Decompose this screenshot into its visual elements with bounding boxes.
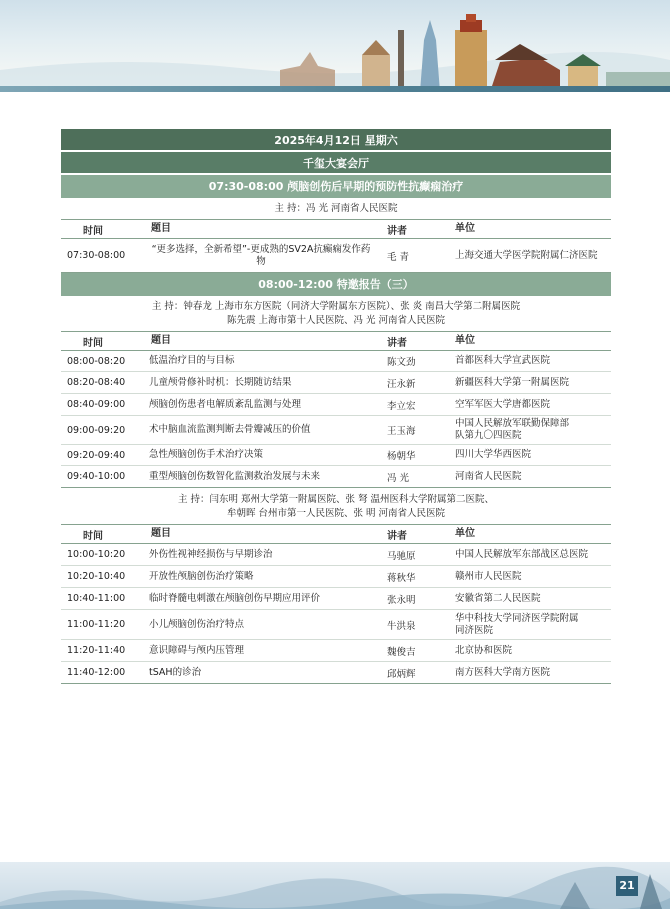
header-unit: 单位 <box>455 223 475 234</box>
table-row <box>61 640 611 662</box>
row-speaker: 汪永新 <box>387 378 416 390</box>
table-row <box>61 416 611 445</box>
session-host <box>61 488 611 524</box>
row-speaker: 冯 光 <box>387 472 410 484</box>
schedule-table <box>61 129 611 684</box>
row-unit: 赣州市人民医院 <box>455 570 522 582</box>
banner-base-strip <box>0 86 670 92</box>
row-time: 11:40-12:00 <box>67 667 126 678</box>
table-row <box>61 394 611 416</box>
row-topic: 低温治疗目的与目标 <box>149 355 235 366</box>
row-topic: 开放性颅脑创伤治疗策略 <box>149 570 254 582</box>
date-band: 2025年4月12日 星期六 <box>61 129 611 152</box>
row-topic: 外伤性视神经损伤与早期诊治 <box>149 548 273 560</box>
row-time: 10:40-11:00 <box>67 593 126 604</box>
row-unit: 南方医科大学南方医院 <box>455 666 551 678</box>
row-unit: 空军军医大学唐都医院 <box>455 398 551 410</box>
row-time: 08:20-08:40 <box>67 377 126 388</box>
row-topic: 小儿颅脑创伤治疗特点 <box>149 618 245 630</box>
row-speaker: 杨朝华 <box>387 451 416 462</box>
row-speaker: 王玉海 <box>387 426 416 437</box>
header-topic: 题目 <box>151 528 171 539</box>
row-topic: 儿童颅骨修补时机：长期随访结果 <box>149 376 292 388</box>
header-speaker: 讲者 <box>387 225 407 237</box>
column-header <box>61 524 611 544</box>
row-unit: 上海交通大学医学院附属仁济医院 <box>455 249 598 261</box>
table-row <box>61 566 611 588</box>
host-line: 陈先震 上海市第十人民医院、冯 光 河南省人民医院 <box>226 315 446 326</box>
table-row <box>61 351 611 372</box>
header-topic: 题目 <box>151 335 171 346</box>
column-header <box>61 219 611 239</box>
session-title: 08:00-12:00 特邀报告（三） <box>61 273 611 296</box>
header-speaker: 讲者 <box>387 337 407 349</box>
row-time: 09:40-10:00 <box>67 471 126 482</box>
row-topic: tSAH的诊治 <box>149 666 202 678</box>
row-speaker: 毛 青 <box>387 251 410 263</box>
row-time: 10:20-10:40 <box>67 571 126 582</box>
skyline-illustration <box>0 0 670 92</box>
table-row <box>61 610 611 640</box>
row-topic: 临时脊髓电刺激在颅脑创伤早期应用评价 <box>149 592 321 604</box>
row-speaker: 李立宏 <box>387 400 416 412</box>
row-speaker: 魏俊吉 <box>387 646 416 658</box>
footer-band <box>0 862 670 909</box>
header-time: 时间 <box>83 530 103 542</box>
row-speaker: 张永明 <box>387 594 416 606</box>
hall-band: 千玺大宴会厅 <box>61 152 611 175</box>
column-header <box>61 331 611 351</box>
table-row <box>61 544 611 566</box>
row-speaker: 蒋秋华 <box>387 572 416 584</box>
page-number: 21 <box>616 876 638 896</box>
session-block <box>61 488 611 684</box>
row-speaker: 陈文劲 <box>387 357 416 368</box>
row-topic: “更多选择，全新希望”-更成熟的SV2A抗癫痫发作药物 <box>151 243 371 267</box>
row-topic: 重型颅脑创伤数智化监测救治发展与未来 <box>149 470 321 482</box>
header-time: 时间 <box>83 337 103 349</box>
row-topic: 颅脑创伤患者电解质紊乱监测与处理 <box>149 398 302 410</box>
table-row <box>61 662 611 684</box>
row-time: 11:00-11:20 <box>67 619 126 630</box>
row-topic: 急性颅脑创伤手术治疗决策 <box>149 449 264 460</box>
header-time: 时间 <box>83 225 103 237</box>
host-line: 主 持：闫东明 郑州大学第一附属医院、张 弩 温州医科大学附属第二医院、 <box>177 494 495 505</box>
table-row <box>61 372 611 394</box>
session-title: 07:30-08:00 颅脑创伤后早期的预防性抗癫痫治疗 <box>61 175 611 198</box>
row-time: 10:00-10:20 <box>67 549 126 560</box>
row-unit: 华中科技大学同济医学院附属同济医院 <box>455 612 579 636</box>
header-unit: 单位 <box>455 335 475 346</box>
header-unit: 单位 <box>455 528 475 539</box>
row-unit: 安徽省第二人民医院 <box>455 592 541 604</box>
row-unit: 新疆医科大学第一附属医院 <box>455 376 570 388</box>
header-topic: 题目 <box>151 223 171 234</box>
row-time: 11:20-11:40 <box>67 645 126 656</box>
row-speaker: 牛洪泉 <box>387 620 416 632</box>
table-row <box>61 445 611 466</box>
row-unit: 北京协和医院 <box>455 644 513 656</box>
row-unit: 河南省人民医院 <box>455 470 522 482</box>
session-host <box>61 296 611 331</box>
row-speaker: 邱炳辉 <box>387 668 416 680</box>
host-line: 主 持：钟春龙 上海市东方医院（同济大学附属东方医院）、张 炎 南昌大学第二附属医院 <box>151 301 521 312</box>
session-block <box>61 175 611 273</box>
row-speaker: 马驰原 <box>387 550 416 562</box>
row-time: 07:30-08:00 <box>67 250 126 261</box>
mountain-illustration <box>0 862 670 909</box>
host-line: 牟朝晖 台州市第一人民医院、张 明 河南省人民医院 <box>226 508 446 519</box>
row-unit: 中国人民解放军东部战区总医院 <box>455 548 589 560</box>
row-time: 08:40-09:00 <box>67 399 126 410</box>
table-row <box>61 588 611 610</box>
session-host <box>61 198 611 219</box>
table-row <box>61 466 611 488</box>
session-block <box>61 273 611 488</box>
row-unit: 中国人民解放军联勤保障部队第九〇四医院 <box>455 418 570 441</box>
header-speaker: 讲者 <box>387 530 407 542</box>
row-time: 08:00-08:20 <box>67 355 126 367</box>
row-time: 09:20-09:40 <box>67 449 126 461</box>
row-topic: 术中脑血流监测判断去骨瓣减压的价值 <box>149 424 311 435</box>
table-row <box>61 239 611 273</box>
row-topic: 意识障碍与颅内压管理 <box>149 644 245 656</box>
row-unit: 首都医科大学宣武医院 <box>455 355 551 366</box>
header-banner <box>0 0 670 92</box>
row-time: 09:00-09:20 <box>67 424 126 436</box>
host-line: 主 持：冯 光 河南省人民医院 <box>274 203 398 214</box>
row-unit: 四川大学华西医院 <box>455 449 532 460</box>
